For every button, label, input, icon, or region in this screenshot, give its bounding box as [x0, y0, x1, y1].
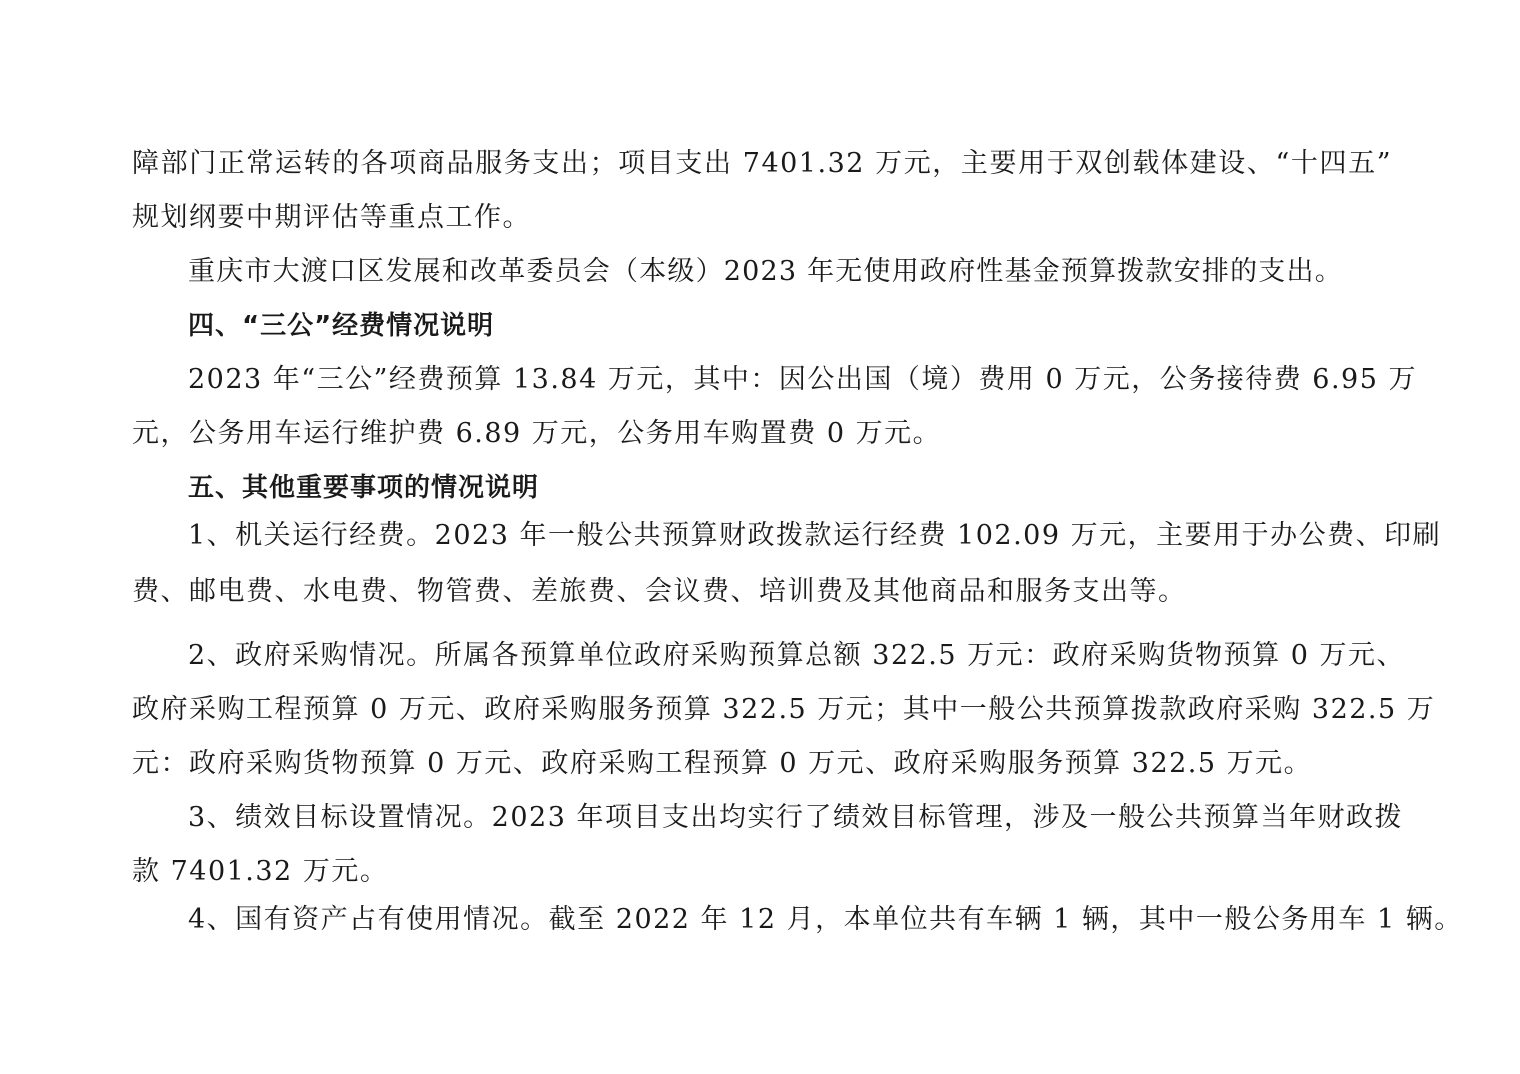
body-line: 4、国有资产占有使用情况。截至 2022 年 12 月，本单位共有车辆 1 辆，其中一般公务用车 1 辆。	[188, 904, 1463, 935]
body-line: 元，公务用车运行维护费 6.89 万元，公务用车购置费 0 万元。	[132, 418, 942, 449]
body-line: 2023 年“三公”经费预算 13.84 万元，其中：因公出国（境）费用 0 万元，公务接待费 6.95 万	[188, 364, 1417, 395]
body-line: 重庆市大渡口区发展和改革委员会（本级）2023 年无使用政府性基金预算拨款安排的支出。	[188, 256, 1343, 287]
section-heading-five: 五、其他重要事项的情况说明	[188, 473, 540, 503]
section-heading-four: 四、“三公”经费情况说明	[188, 311, 495, 341]
body-line: 政府采购工程预算 0 万元、政府采购服务预算 322.5 万元；其中一般公共预算拨款政府采购 322.5 万	[132, 694, 1436, 725]
body-line: 元：政府采购货物预算 0 万元、政府采购工程预算 0 万元、政府采购服务预算 322.5 万元。	[132, 748, 1313, 779]
body-line: 规划纲要中期评估等重点工作。	[132, 202, 531, 233]
body-line: 费、邮电费、水电费、物管费、差旅费、会议费、培训费及其他商品和服务支出等。	[132, 576, 1187, 607]
body-line: 3、绩效目标设置情况。2023 年项目支出均实行了绩效目标管理，涉及一般公共预算当年财政拨	[188, 802, 1403, 833]
body-line: 2、政府采购情况。所属各预算单位政府采购预算总额 322.5 万元：政府采购货物预算 0 万元、	[188, 640, 1405, 671]
body-line: 款 7401.32 万元。	[132, 856, 389, 887]
body-line: 障部门正常运转的各项商品服务支出；项目支出 7401.32 万元，主要用于双创载体建设、“十四五”	[132, 148, 1392, 179]
body-line: 1、机关运行经费。2023 年一般公共预算财政拨款运行经费 102.09 万元，主要用于办公费、印刷	[188, 520, 1442, 551]
